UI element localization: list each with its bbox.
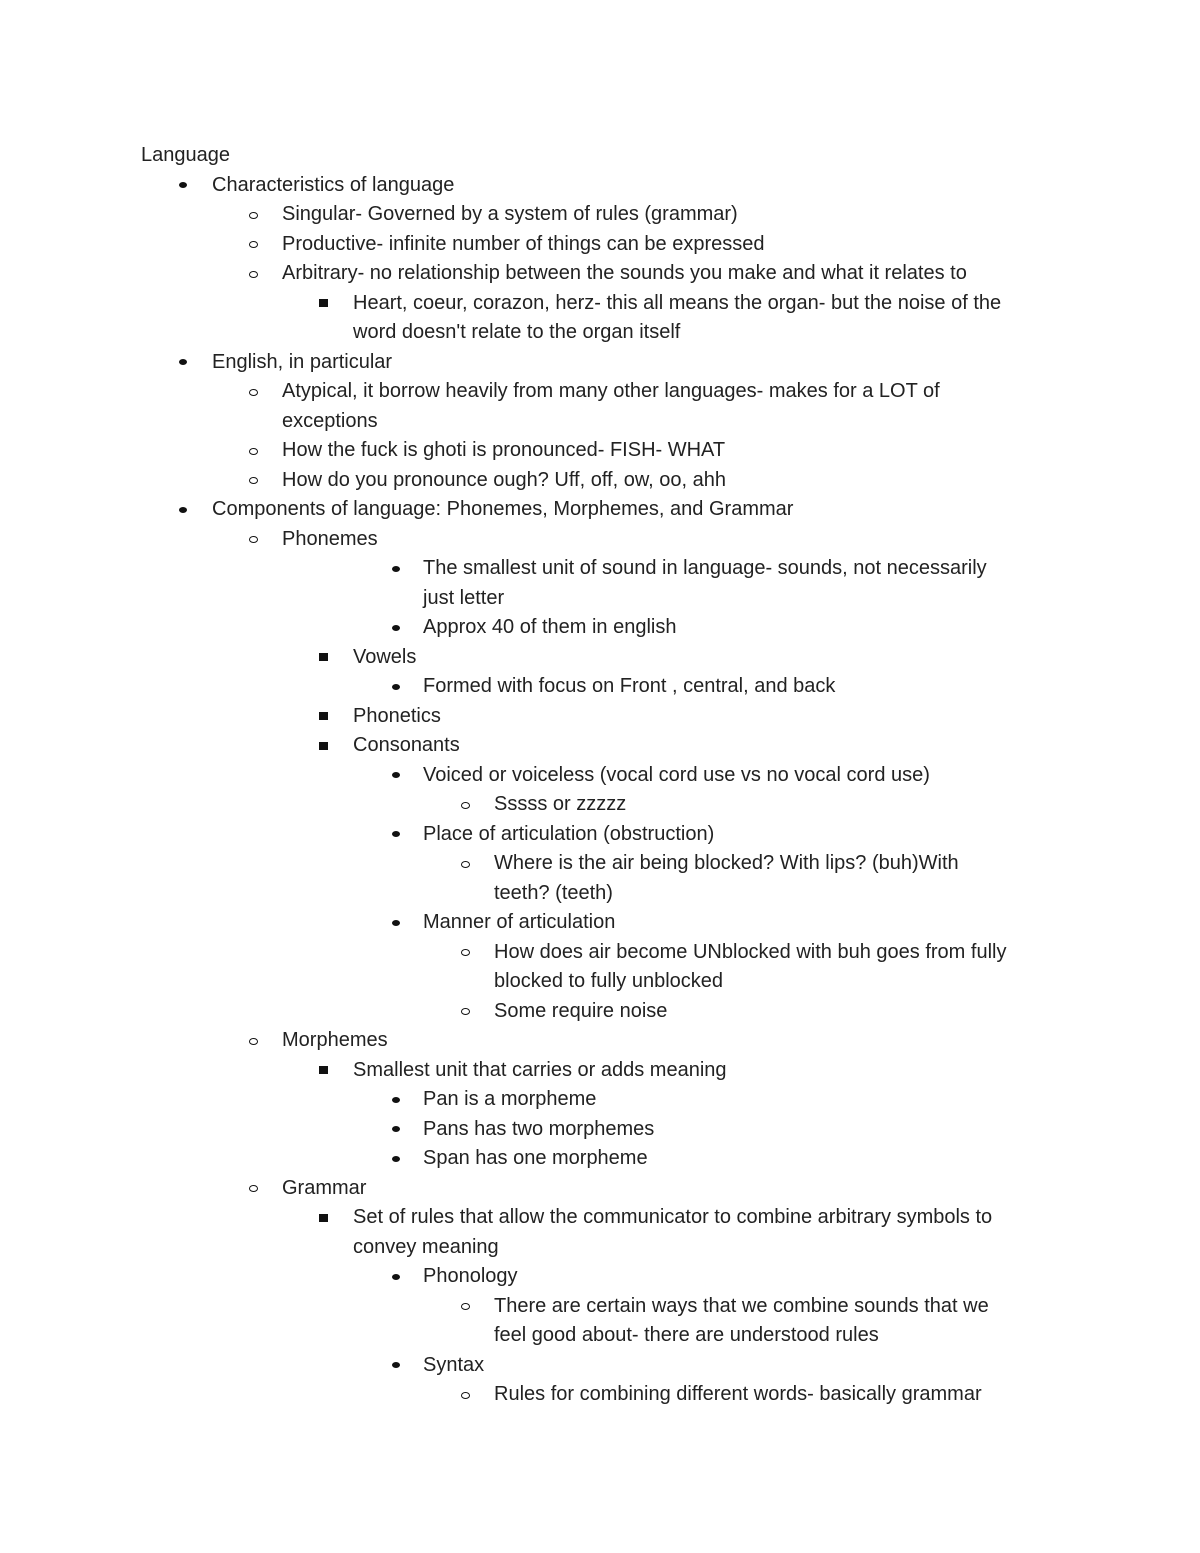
list-item-text: Place of articulation (obstruction) (423, 822, 715, 845)
list-item-text: Where is the air being blocked? With lips? (buh)With (494, 852, 959, 874)
list-item-text: Syntax (423, 1353, 485, 1376)
list-item-text: English, in particular (212, 350, 393, 373)
list-item-text: Consonants (353, 734, 460, 756)
list-item-text: Arbitrary- no relationship between the sounds you make and what it relates to (282, 262, 967, 284)
list-item-text: Phonology (423, 1265, 518, 1287)
list-item-text-continued: teeth? (teeth) (494, 881, 613, 904)
document-title: Language (141, 144, 230, 166)
list-item-text: Formed with focus on Front , central, and back (423, 675, 836, 697)
list-item-text: Phonetics (353, 704, 441, 727)
list-item-text: Rules for combining different words- basically grammar (494, 1383, 982, 1405)
list-item-text-continued: convey meaning (353, 1235, 499, 1258)
list-item-text: Span has one morpheme (423, 1147, 648, 1169)
list-item-text: How does air become UNblocked with buh goes from fully (494, 940, 1007, 963)
list-item-text: Heart, coeur, corazon, herz- this all means the organ- but the noise of the (353, 291, 1002, 314)
list-item-text: Manner of articulation (423, 911, 616, 933)
list-item-text: How the fuck is ghoti is pronounced- FISH- WHAT (282, 439, 726, 461)
list-item-text: Some require noise (494, 999, 668, 1022)
list-item-text: Approx 40 of them in english (423, 616, 677, 638)
list-item-text: There are certain ways that we combine sounds that we (494, 1294, 989, 1317)
list-item-text: Productive- infinite number of things can be expressed (282, 232, 765, 255)
list-item-text-continued: word doesn't relate to the organ itself (353, 321, 681, 343)
list-item-text: Characteristics of language (212, 173, 455, 196)
list-item-text: Components of language: Phonemes, Morphemes, and Grammar (212, 498, 794, 520)
list-item-text: Morphemes (282, 1029, 388, 1051)
list-item-text: Set of rules that allow the communicator to combine arbitrary symbols to (353, 1206, 993, 1228)
list-item-text-continued: blocked to fully unblocked (494, 970, 724, 992)
list-item-text: How do you pronounce ough? Uff, off, ow, oo, ahh (282, 468, 727, 491)
list-item-text: Pan is a morpheme (423, 1088, 597, 1110)
list-item-text: Smallest unit that carries or adds meaning (353, 1058, 727, 1081)
list-item-text: Phonemes (282, 527, 378, 550)
list-item-text-continued: exceptions (282, 409, 378, 432)
list-item-text: Singular- Governed by a system of rules (grammar) (282, 203, 738, 225)
list-item-text: Pans has two morphemes (423, 1117, 655, 1140)
list-item-text: Grammar (282, 1176, 367, 1199)
list-item-text: Vowels (353, 645, 417, 668)
list-item-text: The smallest unit of sound in language- sounds, not necessarily (423, 557, 987, 579)
list-item-text: Atypical, it borrow heavily from many other languages- makes for a LOT of (282, 380, 940, 402)
list-item-text: Voiced or voiceless (vocal cord use vs no vocal cord use) (423, 763, 930, 786)
list-item-text: Sssss or zzzzz (494, 793, 627, 815)
list-item-text-continued: feel good about- there are understood rules (494, 1324, 879, 1346)
list-item-text-continued: just letter (423, 586, 505, 609)
